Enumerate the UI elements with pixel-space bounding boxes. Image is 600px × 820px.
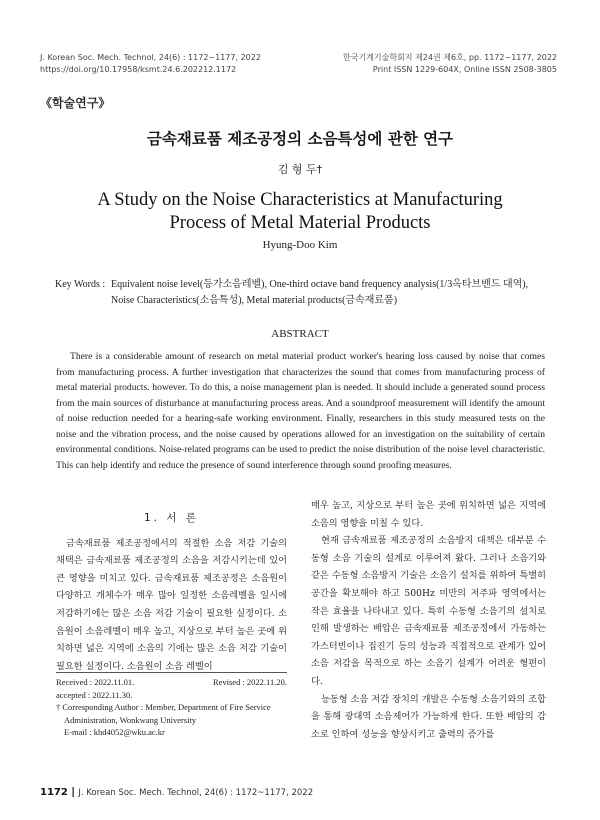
keywords-line1: Equivalent noise level(등가소음레벨), One-third octave band frequency analysis(1/3옥타브밴드 대역), — [111, 279, 529, 290]
title-korean: 금속재료품 제조공정의 소음특성에 관한 연구 — [146, 130, 454, 148]
running-header-right — [343, 52, 557, 76]
left-column — [56, 510, 287, 675]
author-email[interactable]: E-mail : khd4052@wku.ac.kr — [64, 727, 165, 737]
running-header-left — [40, 52, 261, 76]
doi-link[interactable]: https://doi.org/10.17958/ksmt.24.6.202212.1172 — [40, 65, 237, 74]
footer-citation: ┃ J. Korean Soc. Mech. Technol, 24(6) : 1172~1177, 2022 — [70, 788, 314, 798]
page-footer — [40, 787, 313, 798]
page-number: 1172 — [40, 787, 68, 798]
keywords-label: Key Words : — [55, 279, 106, 290]
right-paragraph-3: 능동형 소음 저감 장치의 개발은 수동형 소음기와의 조합을 통해 광대역 소음제어가 가능하게 한다. 또한 배압의 감소로 인하여 성능을 향상시키고 출력의 증가를 — [311, 693, 546, 740]
accepted-date: accepted : 2022.11.30. — [56, 689, 133, 700]
abstract-text: There is a considerable amount of research on metal material product worker's hearing loss caused by noise that comes from manufacturing process. A further investigation that characterizes the sound that comes from manufacturing process of metal material products. however. To do this, a noise management plan is needed. It should include a generated sound process from the main sources of disturbance at manufacturing process areas. And a soundproof measurement will identify the amount of noise reduction needed for a hearing-safe working environment. Finally, researchers in this study measured tests on the noise and the vibration process, and the noise caused by operations allowed for an investigation on the suitability of certain environmental conditions. Noise-related programs can be used to predict the noise distribution of the noise level characteristic. This can help identify and reduce the presence of sound interference through sound proofing measures. — [56, 351, 545, 471]
abstract-heading: ABSTRACT — [271, 328, 329, 340]
author-affiliation: Administration, Wonkwang University — [64, 714, 197, 725]
footnote-block — [56, 672, 287, 739]
right-paragraph-1: 매우 높고, 지상으로 부터 높은 곳에 위치하면 넓은 지역에 소음의 영향을 미칠 수 있다. — [311, 500, 546, 529]
title-english-line1: A Study on the Noise Characteristics at Manufacturing — [97, 190, 503, 210]
title-english-line2: Process of Metal Material Products — [169, 213, 431, 233]
revised-date: Revised : 2022.11.20. — [212, 677, 287, 687]
received-date: Received : 2022.11.01. — [56, 677, 135, 687]
right-column — [311, 497, 546, 743]
intro-paragraph: 금속재료품 제조공정에서의 적절한 소음 저감 기술의 채택은 금속재료품 제조공정의 소음을 저감시키는데 있어 큰 영향을 미치고 있다. 금속재료품 제조공정은 소음원이 다양하고 개체수가 매우 많아 일정한 소음레벨을 일시에 저감하기에는 많은 소음 저감 기술이 필요한 실정이다. 소음원이 소음레벨이 매우 높고, 지상으로 부터 높은 곳에 위치하면 넓은 지역에 소음의 기에는 많은 소음 저감 기술이 필요한 실정이다. 소음원이 소음 레벨이 — [56, 537, 287, 672]
author-english: Hyung-Doo Kim — [262, 239, 338, 251]
corresponding-author: † Corresponding Author : Member, Department of Fire Service — [56, 702, 271, 712]
keywords-line2: Noise Characteristics(소음특성), Metal material products(금속재료품) — [111, 295, 398, 306]
author-korean: 김 형 두† — [277, 163, 323, 176]
issn-info: Print ISSN 1229-604X, Online ISSN 2508-3805 — [372, 65, 557, 74]
section-heading-introduction: 1. 서 론 — [144, 512, 199, 524]
received-revised-row — [56, 676, 287, 689]
title-english — [60, 189, 540, 235]
journal-citation-korean: 한국기계기술학회지 제24권 제6호, pp. 1172~1177, 2022 — [342, 53, 557, 62]
journal-citation: J. Korean Soc. Mech. Technol, 24(6) : 1172~1177, 2022 — [40, 53, 261, 62]
keywords — [55, 277, 550, 309]
keywords-body — [111, 277, 543, 309]
right-paragraph-2: 현재 금속재료품 제조공정의 소음방지 대책은 대부분 수동형 소음 기술의 설계로 이루어져 왔다. 그러나 소음기와 같은 수동형 소음방지 기술은 소음기 설치를 위하여 특별히 공간을 확보해야 하고 500Hz 미만의 저주파 영역에서는 작은 효율을 나타내고 있다. 특히 수동형 소음기의 설치로 인해 발생하는 배압은 금속재료품 제조공정에서 가동하는 가스터빈이나 집진기 등의 성능과 직접적으로 관계가 있어 소음 저감을 목적으로 하는 소음기 설계가 어려운 형편이다. — [311, 535, 546, 687]
article-type: 《학술연구》 — [40, 96, 111, 110]
